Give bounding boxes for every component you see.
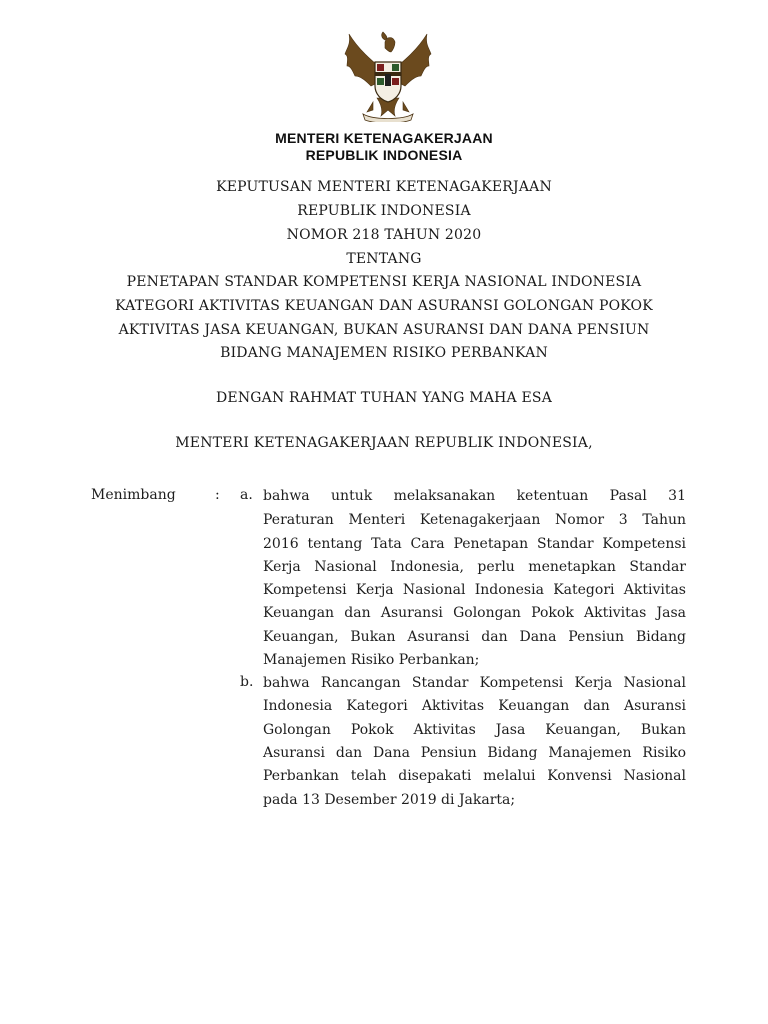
considering-line: bahwa Rancangan Standar Kompetensi Kerja Nasional (263, 675, 686, 691)
considering-colon: : (215, 487, 220, 503)
considering-line: Peraturan Menteri Ketenagakerjaan Nomor 3 Tahun (263, 512, 686, 528)
decree-subject-line: PENETAPAN STANDAR KOMPETENSI KERJA NASIONAL INDONESIA (126, 274, 642, 290)
decree-country: REPUBLIK INDONESIA (297, 203, 471, 219)
item-marker-a: a. (240, 487, 253, 503)
considering-line: Golongan Pokok Aktivitas Jasa Keuangan, Bukan (263, 722, 686, 738)
considering-line: Keuangan, Bukan Asuransi dan Dana Pensiun Bidang (263, 629, 686, 645)
item-marker-b: b. (240, 674, 254, 690)
considering-line: Asuransi dan Dana Pensiun Bidang Manajemen Risiko (263, 745, 686, 761)
considering-line: pada 13 Desember 2019 di Jakarta; (263, 792, 516, 808)
considering-line: Indonesia Kategori Aktivitas Keuangan dan Asuransi (263, 698, 686, 714)
considering-line: Perbankan telah disepakati melalui Konvensi Nasional (263, 768, 686, 784)
considering-line: bahwa untuk melaksanakan ketentuan Pasal 31 (263, 488, 686, 504)
decree-title: KEPUTUSAN MENTERI KETENAGAKERJAAN (216, 179, 552, 195)
considering-line: Keuangan dan Asuransi Golongan Pokok Aktivitas Jasa (263, 605, 686, 621)
decree-subject-line: BIDANG MANAJEMEN RISIKO PERBANKAN (220, 345, 548, 361)
decree-subject-line: AKTIVITAS JASA KEUANGAN, BUKAN ASURANSI DAN DANA PENSIUN (118, 322, 650, 338)
decree-number: NOMOR 218 TAHUN 2020 (286, 227, 482, 243)
minister-line: MENTERI KETENAGAKERJAAN REPUBLIK INDONESIA, (175, 435, 593, 451)
considering-line: 2016 tentang Tata Cara Penetapan Standar Kompetensi (263, 536, 686, 552)
decree-subject-line: KATEGORI AKTIVITAS KEUANGAN DAN ASURANSI GOLONGAN POKOK (115, 298, 653, 314)
considering-line: Kerja Nasional Indonesia, perlu menetapkan Standar (263, 559, 686, 575)
considering-line: Kompetensi Kerja Nasional Indonesia Kategori Aktivitas (263, 582, 686, 598)
letterhead-country: REPUBLIK INDONESIA (305, 147, 463, 163)
invocation: DENGAN RAHMAT TUHAN YANG MAHA ESA (215, 390, 553, 406)
letterhead-ministry: MENTERI KETENAGAKERJAAN (275, 130, 493, 146)
considering-label: Menimbang (91, 487, 176, 503)
garuda-emblem (337, 30, 439, 122)
decree-about: TENTANG (346, 251, 422, 267)
considering-line: Manajemen Risiko Perbankan; (263, 652, 480, 668)
